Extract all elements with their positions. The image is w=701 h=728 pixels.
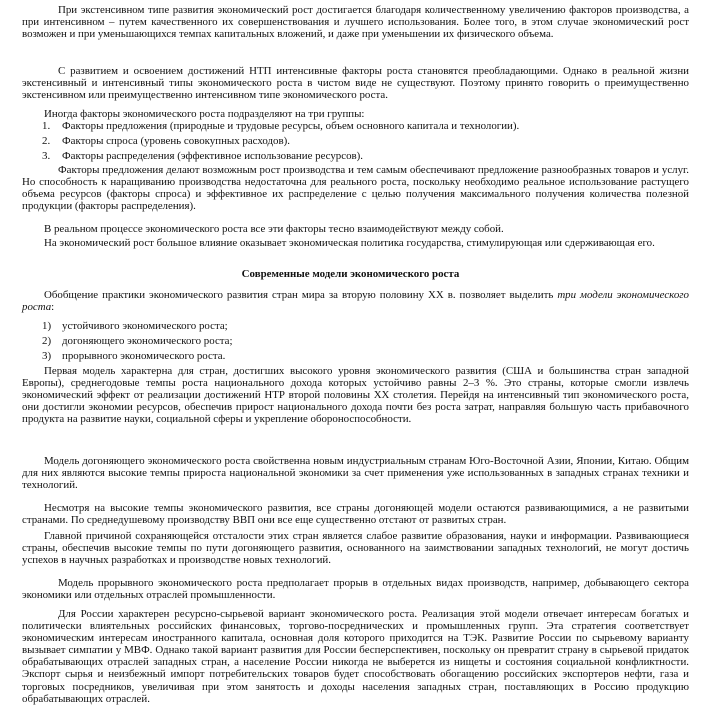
list-item-text: Факторы распределения (эффективное использование ресурсов). — [62, 150, 364, 162]
list-item — [42, 120, 689, 132]
list-item — [42, 350, 689, 362]
list-item-number: 1) — [42, 320, 52, 332]
list-item-text: Факторы предложения (природные и трудовые ресурсы, объем основного капитала и технологии). — [62, 120, 520, 132]
list-item-number: 3. — [42, 150, 51, 162]
paragraph-real-process: В реальном процессе экономического роста все эти факторы тесно взаимодействуют между собой. — [44, 223, 504, 235]
list-item — [42, 320, 689, 332]
list-item — [42, 135, 689, 147]
paragraph-catching-up-model: Модель догоняющего экономического роста свойственна новым индустриальным странам Юго-Восточной Азии, Японии, Китаю. Общим для них являются высокие темпы прироста национальной экономики за счет применения уже использованных в западных странах техники и технологий. — [22, 455, 689, 492]
paragraph-first-model: Первая модель характерна для стран, достигших высокого уровня экономического развития (США и большинства стран западной Европы), среднегодовые темпы роста национального дохода которых устойчиво равны 2–3 %. Это страны, которые смогли извлечь экономический эффект от реализации достижений НТР второй половины XX столетия. Перейдя на интенсивный тип экономического роста, они достигли экономии ресурсов, обеспечив прирост национального дохода почти без роста затрат, направляя большую часть прибавочного продукта на развитие науки, социальной сферы и укрепление обороноспособности. — [22, 365, 689, 426]
models-intro-emphasis: три модели экономического роста — [22, 289, 689, 314]
paragraph-factor-groups-intro: Иногда факторы экономического роста подразделяют на три группы: — [44, 108, 365, 120]
list-item-number: 1. — [42, 120, 51, 132]
list-item-number: 3) — [42, 350, 52, 362]
paragraph-backwardness-cause: Главной причиной сохраняющейся отсталости этих стран является слабое развитие образования, науки и информации. Развивающиеся страны, обеспечив высокие темпы по пути догоняющего развития, основанного на заимствовании западных технологий, не могут достичь успехов в научных разработках и производстве новых технологий. — [22, 530, 689, 567]
list-item-text: догоняющего экономического роста; — [62, 335, 233, 347]
list-item-text: Факторы спроса (уровень совокупных расходов). — [62, 135, 290, 147]
paragraph-extensive-intensive: При экстенсивном типе развития экономический рост достигается благодаря количественному увеличению факторов производства, а при интенсивном – путем качественного их совершенствования и лучшего использования. Более того, в этом случае экономический рост возможен и при уменьшающихся темпах капитальных вложений, и даже при уменьшении их физического объема. — [22, 4, 689, 41]
list-item — [42, 150, 689, 162]
paragraph-models-intro — [22, 289, 689, 313]
paragraph-ntp-factors: С развитием и освоением достижений НТП интенсивные факторы роста становятся преобладающими. Однако в реальной жизни экстенсивный и интенсивный типы экономического роста в чистом виде не существуют. Поэтому принято говорить о преимущественно экстенсивном или преимущественно интенсивном типе экономического роста. — [22, 65, 689, 102]
paragraph-supply-factors: Факторы предложения делают возможным рост производства и тем самым обеспечивают предложение разнообразных товаров и услуг. Но способность к наращиванию производства недостаточна для реального роста, поскольку необходимо реальное использование растущего объема ресурсов (факторы спроса) и эффективное их распределение с целью получения максимального получения количества полезной продукции (факторы распределения). — [22, 164, 689, 213]
list-item-number: 2. — [42, 135, 51, 147]
list-item-number: 2) — [42, 335, 52, 347]
models-intro-tail: : — [51, 301, 55, 314]
models-intro-text: Обобщение практики экономического развития стран мира за вторую половину XX в. позволяет выделить — [44, 289, 558, 301]
list-item — [42, 335, 689, 347]
list-item-text: прорывного экономического роста. — [62, 350, 226, 362]
section-heading: Современные модели экономического роста — [241, 268, 460, 280]
paragraph-russia: Для России характерен ресурсно-сырьевой вариант экономического роста. Реализация этой модели отвечает интересам богатых и политически влиятельных российских финансовых, торгово-посреднических и промышленных групп. Эта стратегия соответствует экономическим интересам иностранного капитала, основная доля которого приходится на ТЭК. Развитие России по сырьевому варианту вызывает симпатии у МВФ. Однако такой вариант развития для России бесперспективен, поскольку он превратит страну в сырьевой придаток обрабатывающих отраслей западных стран, а население России никогда не выберется из нищеты и состояния социальной конфликтности. Экспорт сырья и неизбежный импорт потребительских товаров будет способствовать обогащению российских экспортеров нефти, газа и торговых посредников, увеличивая при этом занятость и доходы населения западных стран, поставляющих в Россию продукцию обрабатывающих отраслей. — [22, 608, 689, 705]
paragraph-economic-policy: На экономический рост большое влияние оказывает экономическая политика государства, стимулирующая или сдерживающая его. — [44, 237, 655, 249]
paragraph-developing-countries: Несмотря на высокие темпы экономического развития, все страны догоняющей модели остаются развивающимися, а не развитыми странами. По среднедушевому производству ВВП они все еще существенно отстают от развитых стран. — [22, 502, 689, 527]
list-item-text: устойчивого экономического роста; — [62, 320, 228, 332]
paragraph-breakthrough-model: Модель прорывного экономического роста предполагает прорыв в отдельных видах производств, например, добывающего сектора экономики или отдельных отраслей промышленности. — [22, 577, 689, 602]
